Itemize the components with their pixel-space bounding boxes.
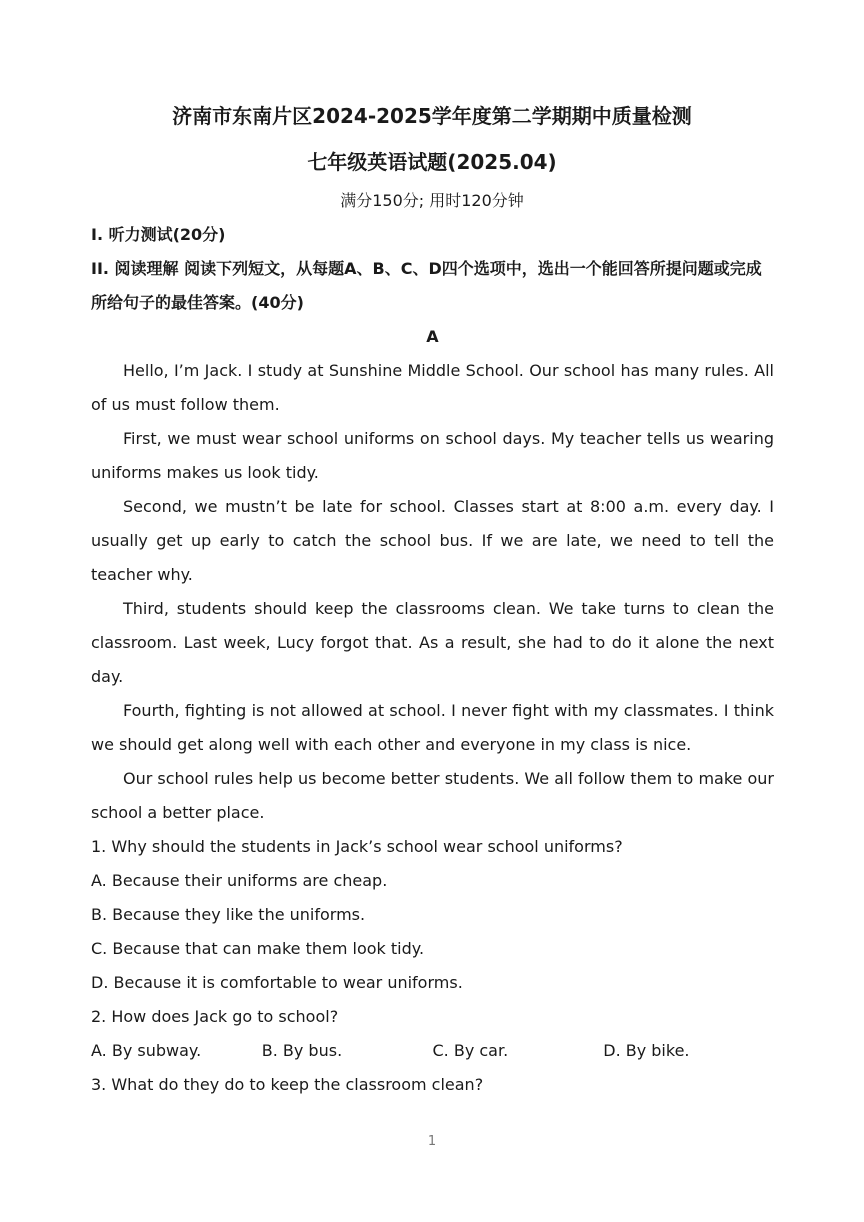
page-number: 1 bbox=[427, 1134, 437, 1149]
section-reading: II. 阅读理解 阅读下列短文，从每题A、B、C、D四个选项中，选出一个能回答所提问题或完成所给句子的最佳答案。(40分) bbox=[91, 259, 762, 312]
option-a: A. By subway. bbox=[91, 1041, 202, 1060]
exam-content bbox=[91, 218, 774, 1102]
passage-label: A bbox=[426, 327, 439, 346]
options-row bbox=[91, 1034, 774, 1068]
option-c: C. By car. bbox=[432, 1041, 509, 1060]
option-d: D. Because it is comfortable to wear uniforms. bbox=[91, 973, 463, 992]
passage-paragraph: Our school rules help us become better students. We all follow them to make our school a better place. bbox=[91, 769, 774, 822]
option-b: B. By bus. bbox=[261, 1041, 343, 1060]
option-a: A. Because their uniforms are cheap. bbox=[91, 871, 388, 890]
exam-subtitle: 七年级英语试题(2025.04) bbox=[307, 150, 557, 174]
exam-meta: 满分150分; 用时120分钟 bbox=[340, 191, 524, 210]
option-c: C. Because that can make them look tidy. bbox=[91, 939, 425, 958]
passage-paragraph: Second, we mustn’t be late for school. Classes start at 8:00 a.m. every day. I usually get up early to catch the school bus. If we are late, we need to tell the teacher why. bbox=[91, 497, 774, 584]
passage-paragraph: Fourth, fighting is not allowed at school. I never fight with my classmates. I think we should get along well with each other and everyone in my class is nice. bbox=[91, 701, 774, 754]
option-d: D. By bike. bbox=[603, 1041, 690, 1060]
section-listening: I. 听力测试(20分) bbox=[91, 225, 226, 244]
passage-paragraph: Hello, I’m Jack. I study at Sunshine Middle School. Our school has many rules. All of us must follow them. bbox=[91, 361, 774, 414]
question-2 bbox=[91, 1000, 774, 1068]
question-1 bbox=[91, 830, 774, 1000]
exam-title: 济南市东南片区2024-2025学年度第二学期期中质量检测 bbox=[172, 104, 692, 128]
question-text: 1. Why should the students in Jack’s school wear school uniforms? bbox=[91, 837, 623, 856]
question-text: 2. How does Jack go to school? bbox=[91, 1007, 339, 1026]
passage-paragraph: First, we must wear school uniforms on school days. My teacher tells us wearing uniforms makes us look tidy. bbox=[91, 429, 774, 482]
question-text: 3. What do they do to keep the classroom clean? bbox=[91, 1075, 484, 1094]
question-3 bbox=[91, 1068, 774, 1102]
passage-paragraph: Third, students should keep the classrooms clean. We take turns to clean the classroom. Last week, Lucy forgot that. As a result, she had to do it alone the next day. bbox=[91, 599, 774, 686]
option-b: B. Because they like the uniforms. bbox=[91, 905, 366, 924]
